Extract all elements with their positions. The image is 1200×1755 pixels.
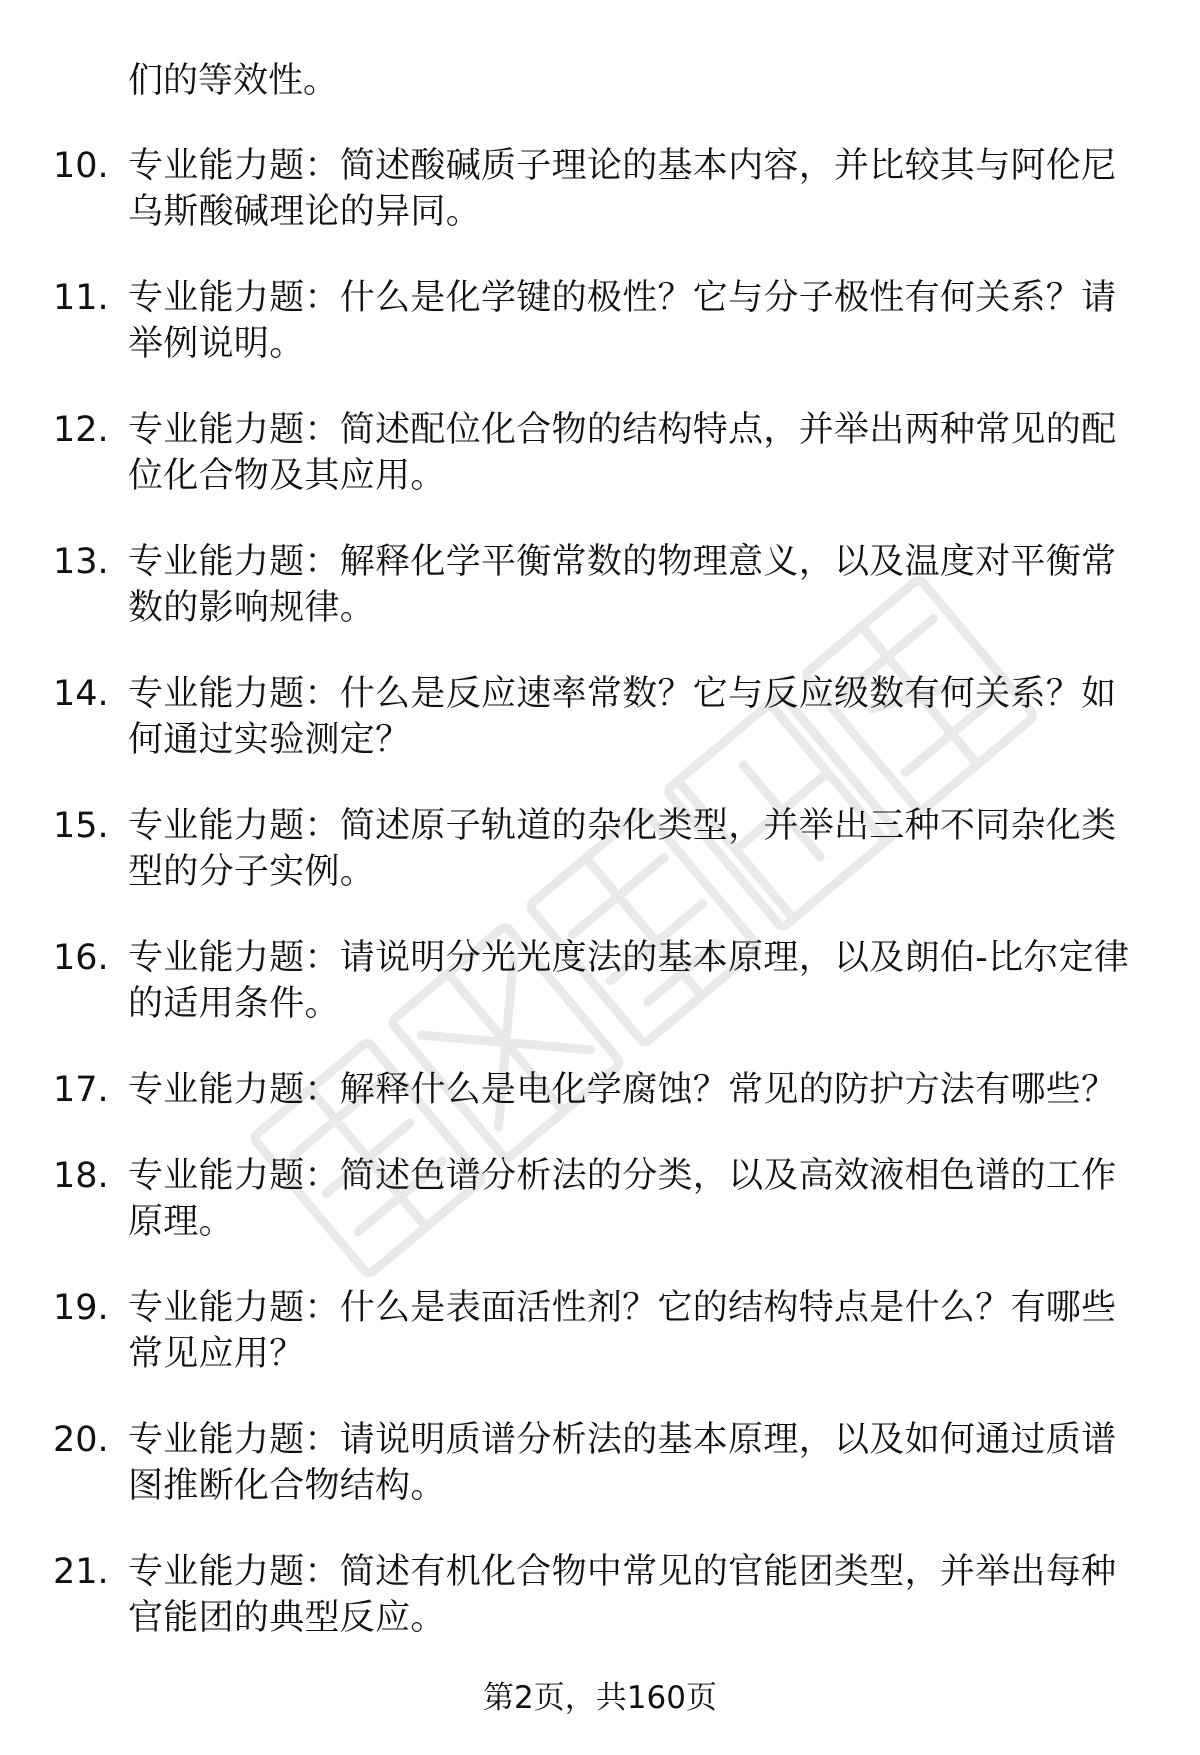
list-item <box>0 1067 1200 1153</box>
list-item <box>0 803 1200 935</box>
question-number: 19. <box>53 1288 109 1328</box>
question-number: 15. <box>53 806 109 846</box>
question-text: 专业能力题：什么是化学键的极性？它与分子极性有何关系？请举例说明。 <box>128 278 1117 364</box>
question-text: 专业能力题：简述原子轨道的杂化类型，并举出三种不同杂化类型的分子实例。 <box>128 806 1117 892</box>
question-number: 20. <box>53 1420 109 1460</box>
page-footer: 第2页，共160页 <box>483 1680 717 1716</box>
list-item <box>0 407 1200 539</box>
question-number: 17. <box>53 1070 109 1110</box>
list-item <box>0 1417 1200 1549</box>
continuation-text: 们的等效性。 <box>128 61 339 101</box>
question-text: 专业能力题：请说明质谱分析法的基本原理，以及如何通过质谱图推断化合物结构。 <box>128 1420 1117 1506</box>
list-item <box>0 539 1200 671</box>
question-text: 专业能力题：请说明分光光度法的基本原理，以及朗伯-比尔定律的适用条件。 <box>128 938 1130 1024</box>
question-number: 18. <box>53 1156 109 1196</box>
question-number: 10. <box>53 146 109 186</box>
question-text: 专业能力题：什么是表面活性剂？它的结构特点是什么？有哪些常见应用？ <box>128 1288 1117 1374</box>
question-number: 16. <box>53 938 109 978</box>
list-item <box>0 935 1200 1067</box>
question-number: 14. <box>53 674 109 714</box>
list-item <box>0 1153 1200 1285</box>
question-number: 13. <box>53 542 109 582</box>
question-text: 专业能力题：简述色谱分析法的分类，以及高效液相色谱的工作原理。 <box>128 1156 1117 1242</box>
question-number: 21. <box>53 1552 109 1592</box>
list-item <box>0 1285 1200 1417</box>
question-text: 专业能力题：解释什么是电化学腐蚀？常见的防护方法有哪些？ <box>128 1070 1117 1110</box>
question-text: 专业能力题：什么是反应速率常数？它与反应级数有何关系？如何通过实验测定？ <box>128 674 1117 760</box>
list-item <box>0 143 1200 275</box>
question-list <box>0 143 1200 1681</box>
question-text: 专业能力题：解释化学平衡常数的物理意义，以及温度对平衡常数的影响规律。 <box>128 542 1117 628</box>
list-item <box>0 671 1200 803</box>
question-number: 12. <box>53 410 109 450</box>
question-text: 专业能力题：简述酸碱质子理论的基本内容，并比较其与阿伦尼乌斯酸碱理论的异同。 <box>128 146 1117 232</box>
question-text: 专业能力题：简述有机化合物中常见的官能团类型，并举出每种官能团的典型反应。 <box>128 1552 1117 1638</box>
list-item <box>0 1549 1200 1681</box>
question-number: 11. <box>53 278 109 318</box>
list-item <box>0 275 1200 407</box>
question-text: 专业能力题：简述配位化合物的结构特点，并举出两种常见的配位化合物及其应用。 <box>128 410 1117 496</box>
